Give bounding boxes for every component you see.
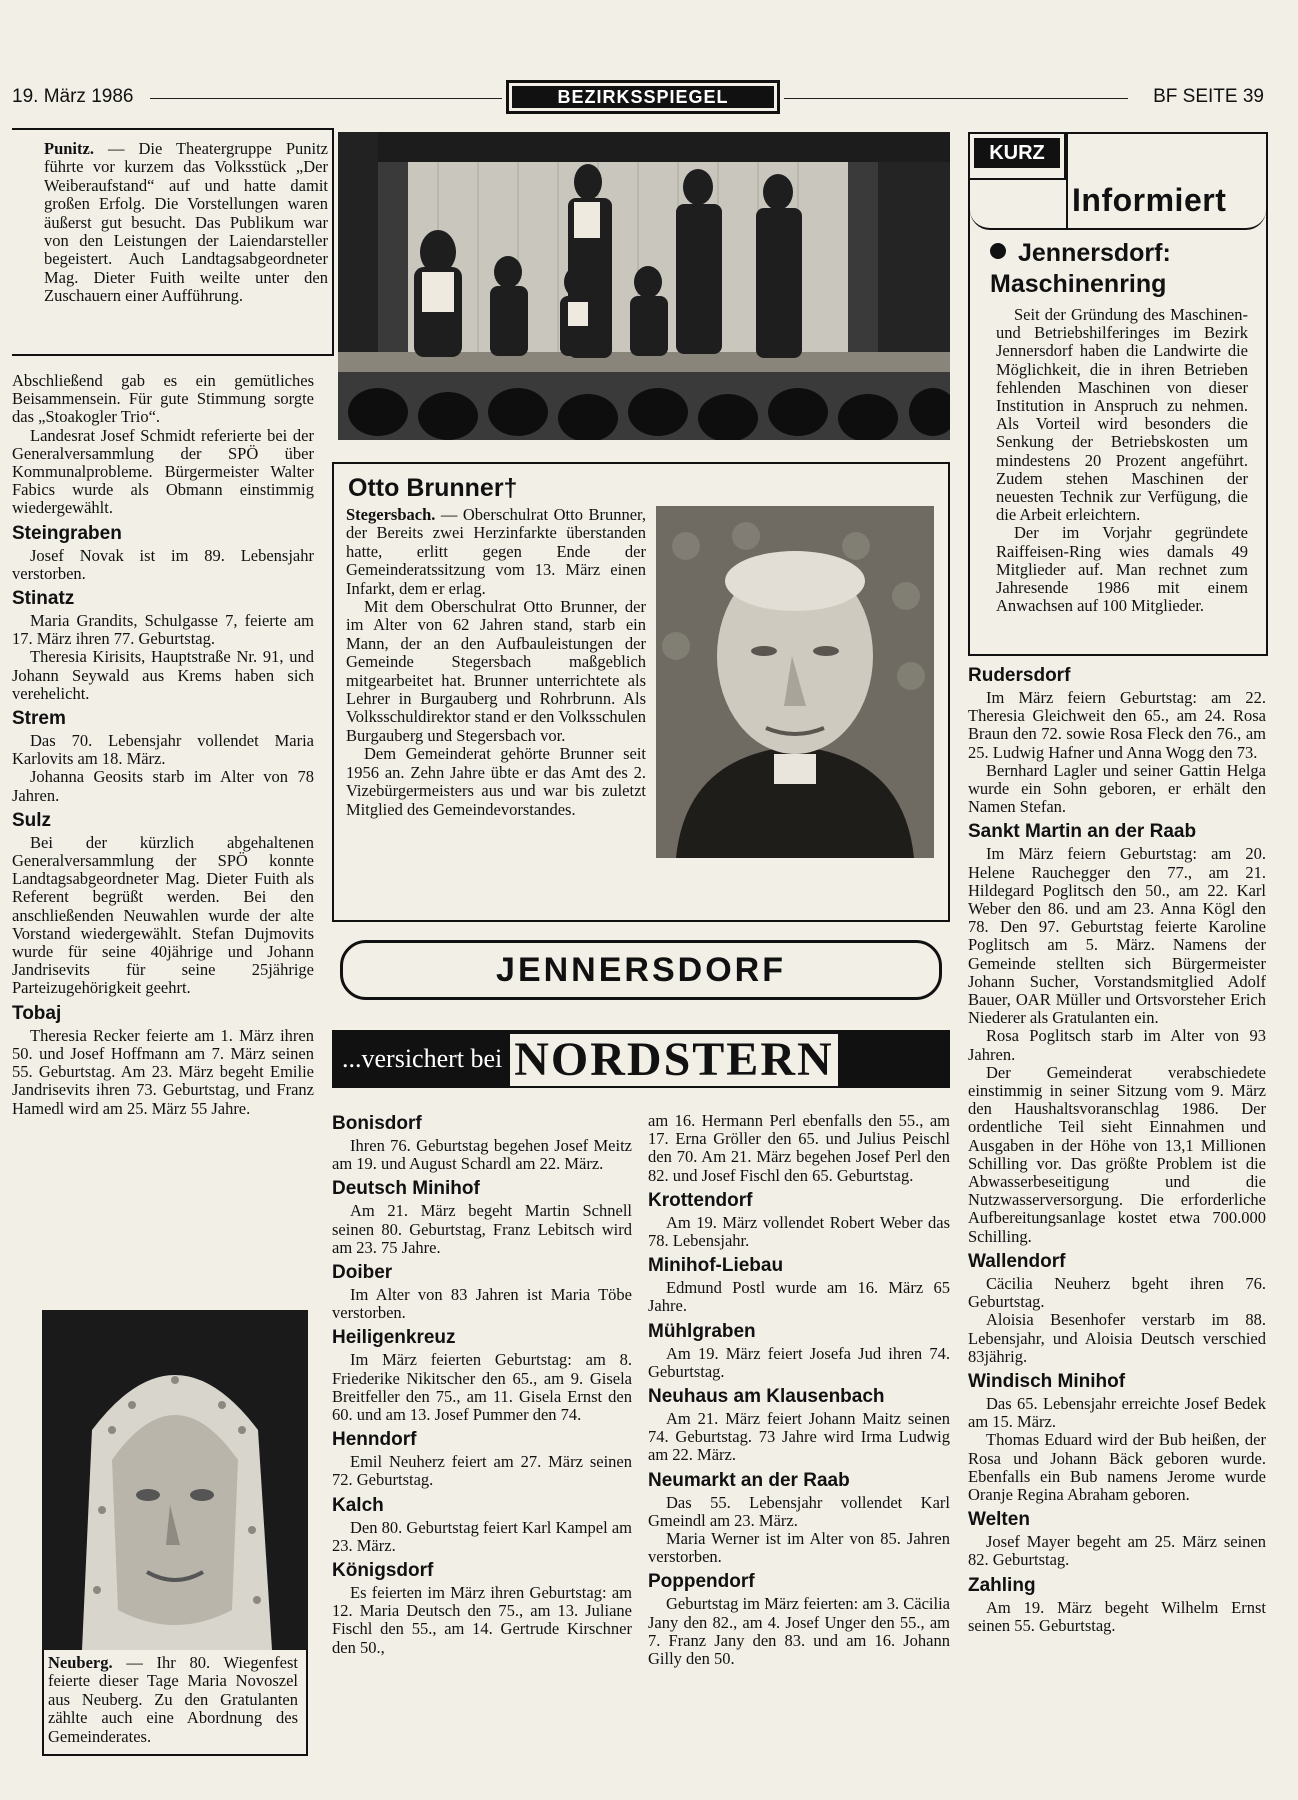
middle-left-column [332, 1108, 632, 1657]
section-title: Krottendorf [648, 1189, 753, 1211]
section-title: Sankt Martin an der Raab [968, 821, 1197, 843]
obituary-box [332, 462, 950, 922]
obituary-lead: Stegersbach. [346, 505, 436, 524]
section-title: Neumarkt an der Raab [648, 1469, 850, 1491]
news-item: Ihren 76. Geburtstag begehen Josef Meitz am 19. und August Schardl am 22. März. [332, 1136, 632, 1174]
kurz-p2: Der im Vorjahr gegründete Raiffeisen-Ring wies damals 49 Mitglieder auf. Man rechnet zum Jahresende 1986 mit einem Anwachsen auf 100 Mitglieder. [996, 523, 1248, 616]
section-title: Steingraben [12, 522, 122, 544]
neuberg-lead: Neuberg. [48, 1653, 113, 1672]
news-item: Im März feiern Geburtstag: am 20. Helene Rauchegger den 77., am 21. Hildegard Poglitsch den 50., am 22. Karl Weber den 86. und am 23. Anna Kögl den 78. Den 97. Geburtstag feierte Karoline Poglitsch am 5. März. Namens der Gemeinde stellten sich Bürgermeister Johann Sucher, Vorstandsmitglied Adolf Bauer, OAR Müller und Ortsvorsteher Erich Niederer als Gratulanten ein. [968, 844, 1266, 1028]
bullet-icon [990, 243, 1006, 259]
news-item: Am 19. März feiert Josefa Jud ihren 74. Geburtstag. [648, 1343, 950, 1381]
news-item: Am 21. März begeht Martin Schnell seinen 80. Geburtstag, Franz Lebitsch wird am 23. 75 Jahre. [332, 1201, 632, 1257]
news-item: Im März feierten Geburtstag: am 8. Friederike Nikitscher den 65., am 9. Gisela Breitfeller den 75., am 11. Gisela Ernst den 60. und am 13. Josef Pummer den 74. [332, 1350, 632, 1425]
section-title: Windisch Minihof [968, 1370, 1126, 1392]
punitz-spoe-meeting: Landesrat Josef Schmidt referierte bei der Generalversammlung der SPÖ über Kommunalprobleme. Bürgermeister Walter Fabics wurde als Obmann einstimmig wiedergewählt. [12, 425, 314, 518]
news-item: Am 19. März begeht Wilhelm Ernst seinen 55. Geburtstag. [968, 1597, 1266, 1635]
kurz-headline [990, 238, 1254, 300]
section-title: Rudersdorf [968, 665, 1071, 686]
header-rule-left [150, 98, 502, 99]
theater-scene-image [338, 132, 950, 440]
section-title: Strem [12, 708, 66, 730]
nordstern-brand: NORDSTERN [510, 1034, 837, 1086]
kurz-word: Informiert [1072, 182, 1227, 218]
news-item: Geburtstag im März feierten: am 3. Cäcilia Jany den 82., am 4. Josef Unger den 55., am 7. Franz Jany den 83. und am 16. Johann Gilly den 50. [648, 1594, 950, 1669]
nordstern-slogan: ...versichert bei [342, 1044, 503, 1073]
news-item: Bernhard Lagler und seiner Gattin Helga wurde ein Sohn geboren, er erhält den Namen Stefan. [968, 760, 1266, 817]
punitz-caption [44, 140, 328, 306]
section-title: Welten [968, 1509, 1030, 1531]
news-item: Das 70. Lebensjahr vollendet Maria Karlovits am 18. März. [12, 731, 314, 769]
otto-brunner-portrait [656, 506, 934, 858]
obituary-title: Otto Brunner† [348, 474, 518, 502]
neuberg-photo [42, 1310, 308, 1650]
news-item: Emil Neuherz feiert am 27. März seinen 72. Geburtstag. [332, 1452, 632, 1490]
section-title: Henndorf [332, 1429, 417, 1451]
news-item: Bei der kürzlich abgehaltenen Generalversammlung der SPÖ konnte Landtagsabgeordneter Mag. Dieter Fuith als Referent begrüßt werden. Bei den anschließenden Neuwahlen wurde der alte Vorstand wiedergewählt. Stefan Dujmovits wurde für seine 40jährige und Johann Jandrisevits für seine 25jährige Parteizugehörigkeit geehrt. [12, 832, 314, 998]
obituary-p3: Dem Gemeinderat gehörte Brunner seit 1956 an. Zehn Jahre übte er das Amt des 2. Vizebürgermeisters aus und war bis zuletzt Mitglied des Gemeindevorstandes. [346, 744, 646, 819]
obituary-p1: — Oberschulrat Otto Brunner, der Bereits zwei Herzinfarkte überstanden hatte, erlitt gegen Ende der Gemeinderatssitzung vom 13. März einen Infarkt, dem er erlag. [346, 505, 646, 598]
section-title: Kalch [332, 1494, 384, 1516]
koenigsdorf-continued: am 16. Hermann Perl ebenfalls den 55., am 17. Erna Gröller den 65. und Julius Peischl den 70. Am 21. März begehen Josef Perl den 82. und Josef Fischl den 65. Geburtstag. [648, 1111, 950, 1185]
news-item: Im Alter von 83 Jahren ist Maria Töbe verstorben. [332, 1285, 632, 1323]
news-item: Cäcilia Neuherz bgeht ihren 76. Geburtstag. [968, 1273, 1266, 1312]
page-number: BF SEITE 39 [1153, 86, 1264, 107]
punitz-text: — Die Theatergruppe Punitz führte vor kurzem das Volksstück „Der Weiberaufstand“ auf und hatte damit großen Erfolg. Die Vorstellungen waren äußerst gut besucht. Das Publikum war von den Leistungen der Laiendarsteller begeistert. Auch Landtagsabgeordneter Mag. Dieter Fuith weilte unter den Zuschauern einer Aufführung. [44, 139, 328, 306]
elderly-woman-portrait [42, 1310, 308, 1650]
section-title: Zahling [968, 1574, 1036, 1596]
news-item: Thomas Eduard wird der Bub heißen, der Rosa und Johann Bäck geboren wurde. Ebenfalls ein Bub namens Jerome wurde Oranje Regina Abraham geboren. [968, 1430, 1266, 1504]
news-item: Rosa Poglitsch starb im Alter von 93 Jahren. [968, 1026, 1266, 1064]
neuberg-caption [48, 1654, 298, 1746]
section-title: Wallendorf [968, 1250, 1066, 1272]
punitz-continued: Abschließend gab es ein gemütliches Beisammensein. Für gute Stimmung sorgte das „Stoakogler Trio“. [12, 371, 314, 427]
section-title: Minihof-Liebau [648, 1255, 784, 1277]
news-item: Das 65. Lebensjahr erreichte Josef Bedek am 15. März. [968, 1393, 1266, 1432]
section-title: Sulz [12, 809, 52, 831]
kurz-body [996, 306, 1248, 615]
news-item: Johanna Geosits starb im Alter von 78 Jahren. [12, 767, 314, 805]
news-item: Edmund Postl wurde am 16. März 65 Jahre. [648, 1278, 950, 1316]
issue-date: 19. März 1986 [12, 86, 134, 107]
kurz-badge: KURZ [974, 138, 1060, 168]
section-title: Bonisdorf [332, 1113, 422, 1134]
neuberg-text: — Ihr 80. Wiegenfest feierte dieser Tage Maria Novoszel aus Neuberg. Zu den Gratulanten zählte auch eine Abordnung des Gemeinderates. [48, 1653, 298, 1746]
otto-brunner-photo [656, 506, 934, 858]
news-item: Aloisia Besenhofer verstarb im 88. Lebensjahr, und Aloisia Deutsch verschied 83jährig. [968, 1310, 1266, 1366]
news-item: Josef Mayer begeht am 25. März seinen 82. Geburtstag. [968, 1532, 1266, 1570]
nordstern-ad [332, 1030, 950, 1088]
news-item: Im März feiern Geburtstag: am 22. Theresia Gleichweit den 65., am 24. Rosa Braun den 72. sowie Rosa Fleck den 76., am 25. Ludwig Hafner und Anna Wogg den 73. [968, 688, 1266, 762]
news-item: Theresia Recker feierte am 1. März ihren 50. und Josef Hoffmann am 7. März seinen 55. Geburtstag. Am 23. März begeht Emilie Jandrisevits ihren 73. Geburtstag, und Franz Hamedl wird am 25. März 55 Jahre. [12, 1025, 314, 1118]
news-item: Den 80. Geburtstag feiert Karl Kampel am 23. März. [332, 1517, 632, 1555]
section-title: Heiligenkreuz [332, 1327, 456, 1349]
section-title: Mühlgraben [648, 1320, 756, 1342]
theater-photo [338, 132, 950, 440]
punitz-lead: Punitz. [44, 139, 94, 158]
news-item: Der Gemeinderat verabschiedete einstimmig in seiner Sitzung vom 9. März den Haushaltsvoranschlag 1986. Der ordentliche Teil sieht Einnahmen und Ausgaben in der Höhe von 13,1 Millionen Schilling vor. Das größte Problem ist die Abwasserbeseitigung und die Nutzwasserversorgung. Die erforderliche Aufbereitungsanlage kostet etwa 700.000 Schilling. [968, 1062, 1266, 1246]
news-item: Das 55. Lebensjahr vollendet Karl Gmeindl am 23. März. [648, 1492, 950, 1530]
section-title: Deutsch Minihof [332, 1178, 480, 1200]
left-column [12, 372, 314, 1118]
obituary-p2: Mit dem Oberschulrat Otto Brunner, der im Alter von 62 Jahren stand, starb ein Mann, der an den Aufbauleistungen der Gemeinde Stegersbach maßgeblich mitgearbeitet hat. Brunner unterrichtete als Lehrer in Burgauberg und Rohrbrunn. Als Volksschuldirektor stand er den Volksschulen Burgauberg und Stegersbach vor. [346, 597, 646, 745]
obituary-text [346, 506, 646, 819]
left-sections [12, 522, 314, 1118]
news-item: Am 19. März vollendet Robert Weber das 78. Lebensjahr. [648, 1212, 950, 1251]
section-title: Tobaj [12, 1002, 62, 1024]
header-rule-right [784, 98, 1128, 99]
jennersdorf-banner [340, 940, 942, 1000]
kurz-headline-text: Jennersdorf: Maschinenring [990, 239, 1171, 298]
section-title: Stinatz [12, 588, 75, 610]
news-item: Theresia Kirisits, Hauptstraße Nr. 91, und Johann Seywald aus Krems haben sich verehelicht. [12, 647, 314, 703]
section-title: Doiber [332, 1262, 393, 1284]
section-label-box [506, 80, 780, 114]
section-title: Neuhaus am Klausenbach [648, 1386, 885, 1408]
section-title: Königsdorf [332, 1560, 434, 1582]
kurz-badge-frame [970, 134, 1066, 180]
news-item: Maria Werner ist im Alter von 85. Jahren verstorben. [648, 1529, 950, 1567]
jennersdorf-title: JENNERSDORF [496, 950, 786, 989]
middle-right-column [648, 1112, 950, 1668]
news-item: Josef Novak ist im 89. Lebensjahr verstorben. [12, 545, 314, 583]
kurz-informiert-box [968, 132, 1268, 656]
section-label: BEZIRKSSPIEGEL [512, 86, 774, 108]
right-column [968, 660, 1266, 1635]
news-item: Maria Grandits, Schulgasse 7, feierte am 17. März ihren 77. Geburtstag. [12, 611, 314, 649]
news-item: Am 21. März feiert Johann Maitz seinen 74. Geburtstag. 73 Jahre wird Irma Ludwig am 22. März. [648, 1409, 950, 1465]
news-item: Es feierten im März ihren Geburtstag: am 12. Maria Deutsch den 75., am 13. Juliane Fischl den 55., am 14. Gertrude Kirschner den 50., [332, 1583, 632, 1657]
kurz-p1: Seit der Gründung des Maschinen- und Betriebshilferinges im Bezirk Jennersdorf haben die Landwirte die Möglichkeit, die in ihren Betrieben fehlenden Maschinen von dieser Institution in Anspruch zu nehmen. Als Vorteil wird besonders die Senkung der Betriebskosten um mindestens 20 Prozent angeführt. Zudem stehen Maschinen der neuesten Technik zur Verfügung, die die Arbeit erleichtern. [996, 305, 1248, 525]
section-title: Poppendorf [648, 1571, 755, 1593]
